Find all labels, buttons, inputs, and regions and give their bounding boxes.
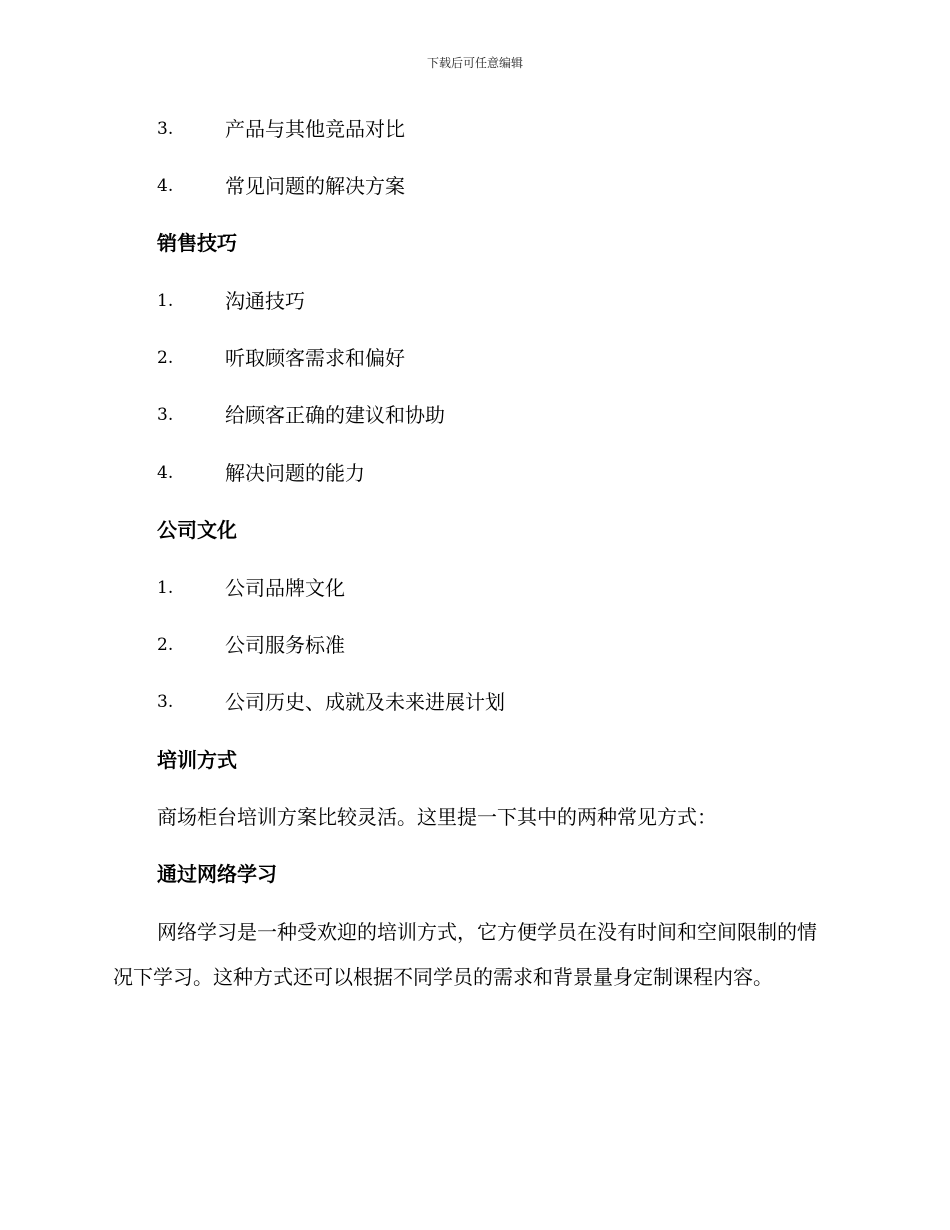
list-item-number: 4. (157, 176, 174, 196)
list-item-number: 3. (157, 119, 174, 139)
section-heading-training: 培训方式 (157, 748, 237, 772)
list-item-text: 产品与其他竞品对比 (225, 117, 405, 141)
list-item-text: 给顾客正确的建议和协助 (225, 403, 445, 427)
list-item-text: 公司服务标准 (225, 633, 345, 657)
list-item-text: 公司历史、成就及未来进展计划 (225, 690, 505, 714)
list-item-text: 解决问题的能力 (225, 461, 365, 485)
list-item-number: 2. (157, 348, 174, 368)
list-item-text: 公司品牌文化 (225, 576, 345, 600)
list-item-text: 常见问题的解决方案 (225, 174, 405, 198)
list-item-number: 3. (157, 405, 174, 425)
online-paragraph: 网络学习是一种受欢迎的培训方式，它方便学员在没有时间和空间限制的情况下学习。这种方式还可以根据不同学员的需求和背景量身定制课程内容。 (113, 920, 817, 989)
list-item-text: 听取顾客需求和偏好 (225, 346, 405, 370)
list-item-number: 3. (157, 692, 174, 712)
list-item-number: 2. (157, 635, 174, 655)
training-intro: 商场柜台培训方案比较灵活。这里提一下其中的两种常见方式： (157, 805, 717, 829)
section-heading-culture: 公司文化 (157, 518, 237, 542)
section-heading-sales: 销售技巧 (157, 231, 237, 255)
header-note: 下载后可任意编辑 (426, 56, 523, 70)
list-item-text: 沟通技巧 (225, 289, 305, 313)
list-item-number: 1. (157, 578, 174, 598)
list-item-number: 1. (157, 291, 174, 311)
list-item-number: 4. (157, 463, 174, 483)
section-heading-online: 通过网络学习 (157, 862, 277, 886)
